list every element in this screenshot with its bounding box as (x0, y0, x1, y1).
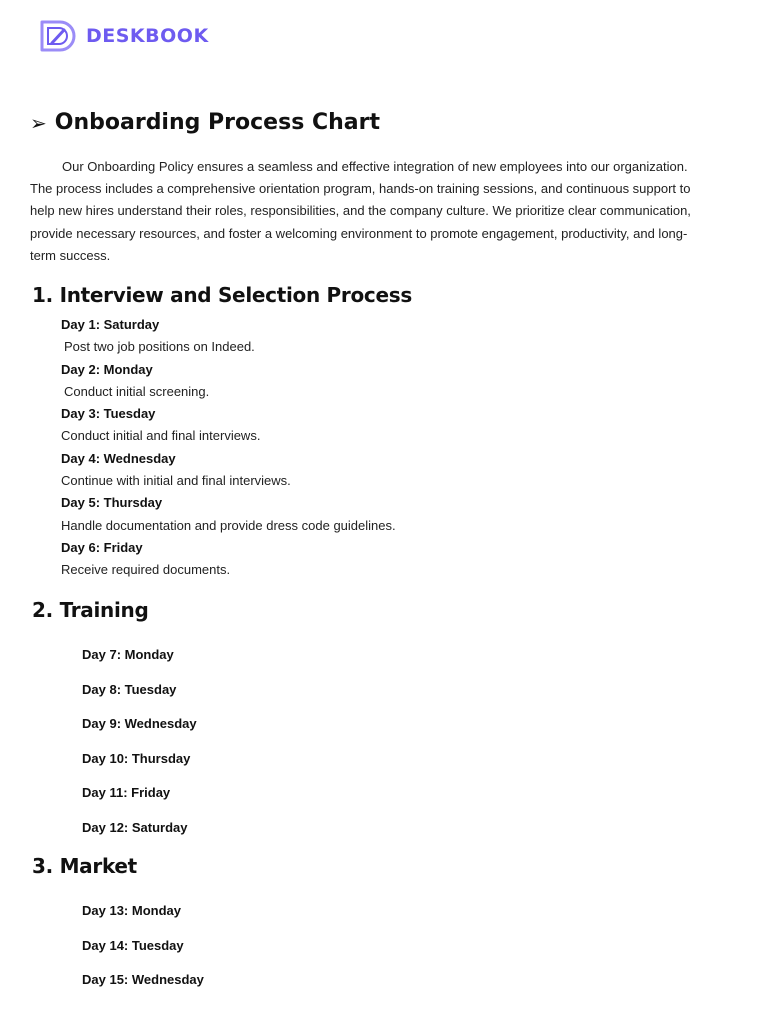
day-label: Day 4: Wednesday (61, 450, 176, 466)
day-label: Day 6: Friday (61, 539, 143, 555)
day-description: Handle documentation and provide dress code guidelines. (61, 517, 396, 533)
day-description: Post two job positions on Indeed. (64, 339, 255, 355)
training-day-list (82, 644, 197, 852)
day-label: Day 3: Tuesday (61, 406, 156, 422)
section-title-interview: 1. Interview and Selection Process (32, 283, 412, 307)
page-title-text: Onboarding Process Chart (54, 110, 380, 135)
deskbook-logo-icon (38, 16, 78, 56)
day-description: Receive required documents. (61, 562, 231, 578)
deskbook-logo (38, 16, 209, 56)
day-label: Day 5: Thursday (61, 495, 163, 511)
interview-day-list (61, 314, 396, 582)
section-title-training: 2. Training (32, 598, 149, 622)
day-label: Day 2: Monday (61, 361, 153, 377)
list-item (61, 448, 396, 493)
list-item (61, 403, 396, 448)
list-item: Day 9: Wednesday (82, 716, 197, 732)
page-title (30, 110, 380, 135)
arrow-bullet-icon: ➢ (30, 110, 47, 135)
market-day-list (82, 900, 204, 1004)
section-title-market: 3. Market (32, 854, 137, 878)
list-item (61, 537, 396, 582)
list-item: Day 10: Thursday (82, 750, 191, 766)
list-item (61, 359, 396, 404)
list-item: Day 11: Friday (82, 785, 171, 801)
day-description: Conduct initial and final interviews. (61, 428, 261, 444)
list-item: Day 14: Tuesday (82, 937, 184, 953)
brand-name: DESKBOOK (86, 25, 209, 47)
day-description: Continue with initial and final interviews. (61, 473, 291, 489)
list-item: Day 8: Tuesday (82, 681, 177, 697)
day-label: Day 1: Saturday (61, 317, 160, 332)
list-item (61, 314, 396, 359)
list-item: Day 13: Monday (82, 903, 181, 918)
list-item: Day 12: Saturday (82, 819, 188, 835)
list-item: Day 7: Monday (82, 647, 174, 662)
list-item (61, 492, 396, 537)
list-item: Day 15: Wednesday (82, 972, 204, 988)
day-description: Conduct initial screening. (64, 383, 210, 399)
intro-paragraph: Our Onboarding Policy ensures a seamless and effective integration of new employees into our organization. The process includes a comprehensive orientation program, hands-on training sessions, and continuous support to help new hires understand their roles, responsibilities, and the company culture. We prioritize clear communication, provide necessary resources, and foster a welcoming environment to promote engagement, productivity, and long-term success. (30, 159, 691, 263)
